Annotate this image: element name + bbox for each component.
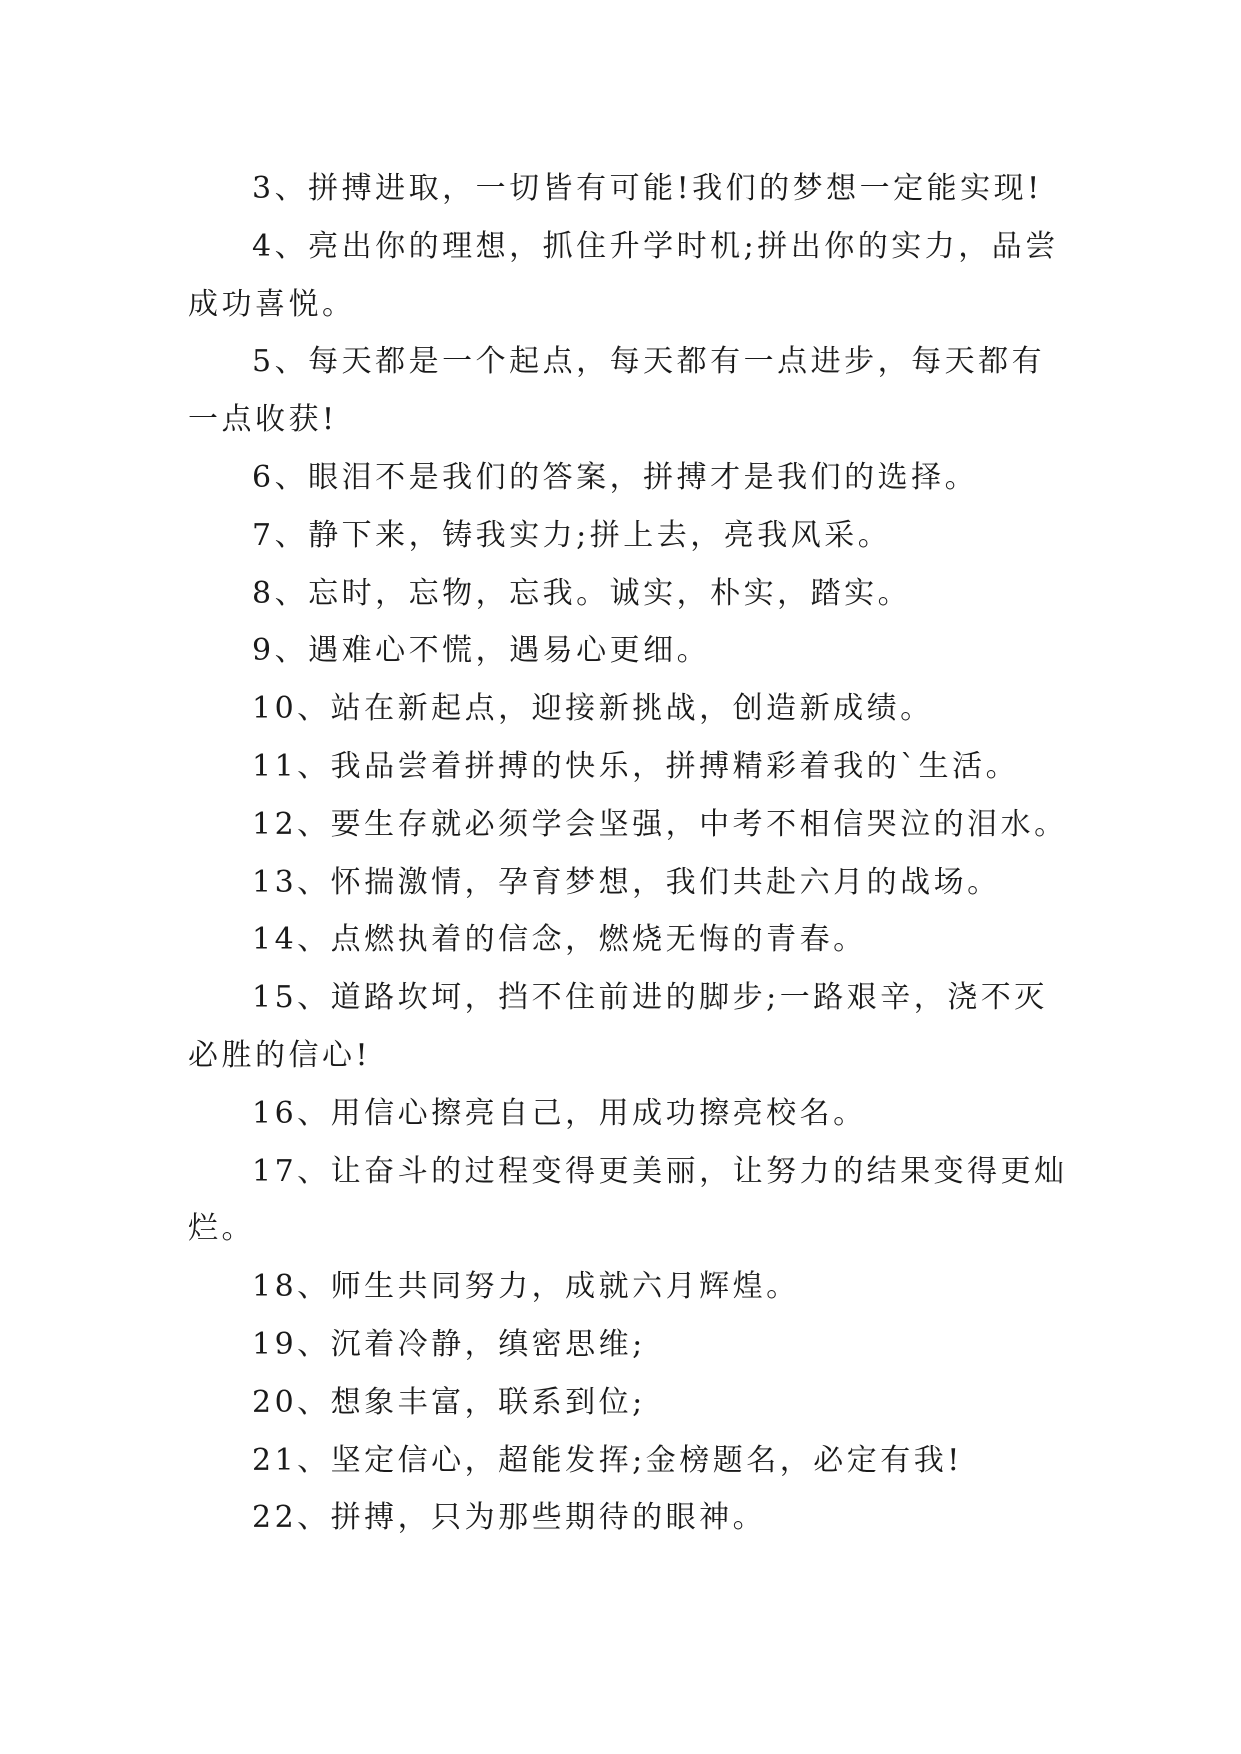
- document-body: [188, 160, 1068, 1547]
- list-item: 19、沉着冷静，缜密思维;: [252, 1326, 646, 1362]
- list-item: 4、亮出你的理想，抓住升学时机;拼出你的实力，品尝成功喜悦。: [188, 228, 1059, 322]
- list-item: 6、眼泪不是我们的答案，拼搏才是我们的选择。: [252, 459, 979, 495]
- list-item: 22、拼搏，只为那些期待的眼神。: [252, 1500, 767, 1536]
- list-item: 9、遇难心不慌，遇易心更细。: [252, 633, 711, 669]
- list-item: 5、每天都是一个起点，每天都有一点进步，每天都有一点收获!: [188, 344, 1046, 438]
- list-item: 18、师生共同努力，成就六月辉煌。: [252, 1269, 800, 1305]
- list-item: 15、道路坎坷，挡不住前进的脚步;一路艰辛，浇不灭必胜的信心!: [188, 980, 1048, 1073]
- list-item: 21、坚定信心，超能发挥;金榜题名，必定有我!: [252, 1442, 963, 1478]
- list-item: 16、用信心擦亮自己，用成功擦亮校名。: [252, 1095, 867, 1131]
- list-item: 17、让奋斗的过程变得更美丽，让努力的结果变得更灿烂。: [188, 1153, 1068, 1247]
- list-item: 14、点燃执着的信念，燃烧无悔的青春。: [252, 922, 867, 958]
- list-item: 10、站在新起点，迎接新挑战，创造新成绩。: [252, 691, 934, 727]
- list-item: 7、静下来，铸我实力;拼上去，亮我风采。: [252, 517, 892, 553]
- list-item: 20、想象丰富，联系到位;: [252, 1384, 646, 1420]
- list-item: 13、怀揣激情，孕育梦想，我们共赴六月的战场。: [252, 864, 1001, 900]
- list-item: 3、拼搏进取，一切皆有可能!我们的梦想一定能实现!: [252, 171, 1043, 206]
- list-item: 12、要生存就必须学会坚强，中考不相信哭泣的泪水。: [252, 806, 1068, 842]
- list-item: 8、忘时，忘物，忘我。诚实，朴实，踏实。: [252, 575, 912, 611]
- list-item: 11、我品尝着拼搏的快乐，拼搏精彩着我的`生活。: [252, 748, 1020, 784]
